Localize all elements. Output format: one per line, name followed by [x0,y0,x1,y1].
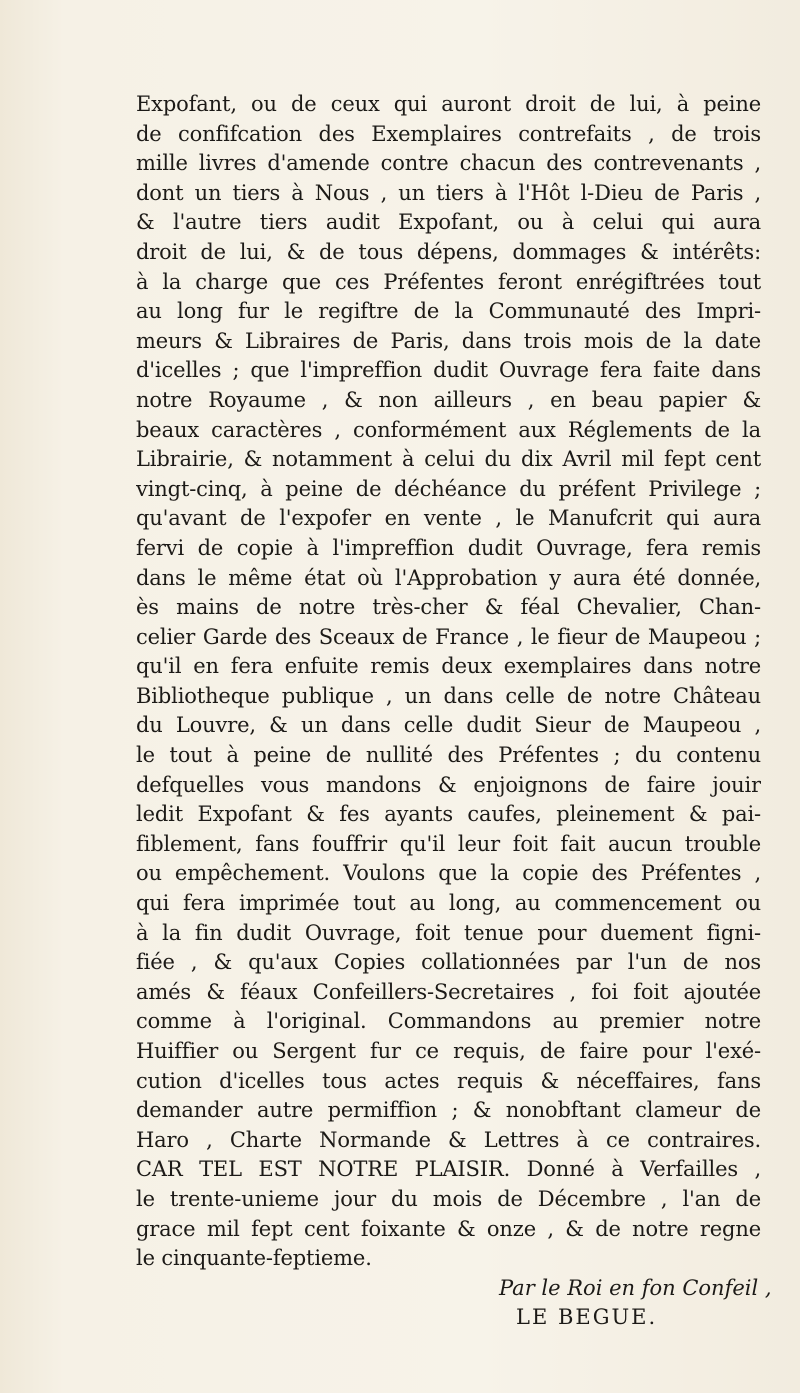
text-line: vingt-cinq, à peine de déchéance du préfent Privilege ; [136,476,761,501]
text-line: le tout à peine de nullité des Préfentes ; du contenu [136,743,761,768]
text-line: à la charge que ces Préfentes feront enrégiftrées tout [136,269,761,294]
text-line: CAR TEL EST NOTRE PLAISIR. Donné à Verfailles , [136,1157,761,1182]
text-line: dans le même état où l'Approbation y aura été donnée, [136,565,761,590]
text-line: de confifcation des Exemplaires contrefaits , de trois [136,121,761,146]
text-line: qui fera imprimée tout au long, au commencement ou [136,891,761,916]
signature-byline: Par le Roi en fon Confeil , [499,1275,772,1300]
text-line: Expofant, ou de ceux qui auront droit de lui, à peine [136,92,761,116]
text-line: Haro , Charte Normande & Lettres à ce contraires. [136,1127,761,1152]
text-line: ou empêchement. Voulons que la copie des Préfentes , [136,861,761,886]
text-line: fervi de copie à l'impreffion dudit Ouvrage, fera remis [136,535,761,560]
text-line: grace mil fept cent foixante & onze , & de notre regne [136,1216,761,1241]
text-line: du Louvre, & un dans celle dudit Sieur de Maupeou , [136,713,761,738]
text-line: au long fur le regiftre de la Communauté des Impri- [136,299,761,324]
text-line: droit de lui, & de tous dépens, dommages & intérêts: [136,239,761,264]
text-line: comme à l'original. Commandons au premier notre [136,1009,761,1034]
text-line: mille livres d'amende contre chacun des contrevenants , [136,151,761,176]
text-line: ès mains de notre très-cher & féal Chevalier, Chan- [136,595,761,620]
text-line: amés & féaux Confeillers-Secretaires , foi foit ajoutée [136,979,761,1004]
text-line: fiée , & qu'aux Copies collationnées par l'un de nos [136,950,761,975]
text-line: à la fin dudit Ouvrage, foit tenue pour duement figni- [136,920,761,945]
text-line: notre Royaume , & non ailleurs , en beau papier & [136,387,761,412]
text-line: demander autre permiffion ; & nonobftant clameur de [136,1098,761,1123]
text-line: dont un tiers à Nous , un tiers à l'Hôt l-Dieu de Paris , [136,180,761,205]
text-line: le trente-unieme jour du mois de Décembre , l'an de [136,1186,761,1211]
text-line: beaux caractères , conformément aux Réglements de la [136,417,761,442]
text-line: & l'autre tiers audit Expofant, ou à celui qui aura [136,210,761,235]
text-line: d'icelles ; que l'impreffion dudit Ouvrage fera faite dans [136,358,761,383]
text-line: Librairie, & notamment à celui du dix Avril mil fept cent [136,447,761,472]
signature-name: LE BEGUE. [516,1305,658,1330]
text-line: Huiffier ou Sergent fur ce requis, de faire pour l'exé- [136,1039,761,1063]
privilege-text [136,90,772,1333]
text-line: qu'avant de l'expofer en vente , le Manufcrit qui aura [136,506,761,531]
text-line: fiblement, fans fouffrir qu'il leur foit fait aucun trouble [136,831,761,856]
text-line: meurs & Libraires de Paris, dans trois mois de la date [136,328,761,353]
text-line: defquelles vous mandons & enjoignons de faire jouir [136,772,761,797]
text-line: qu'il en fera enfuite remis deux exemplaires dans notre [136,654,761,679]
text-line: celier Garde des Sceaux de France , le fieur de Maupeou ; [136,624,761,649]
text-line: ledit Expofant & fes ayants caufes, pleinement & pai- [136,802,761,827]
text-line: Bibliotheque publique , un dans celle de notre Château [136,683,761,708]
text-line: le cinquante-feptieme. [136,1246,372,1271]
text-line: cution d'icelles tous actes requis & néceffaires, fans [136,1068,761,1093]
